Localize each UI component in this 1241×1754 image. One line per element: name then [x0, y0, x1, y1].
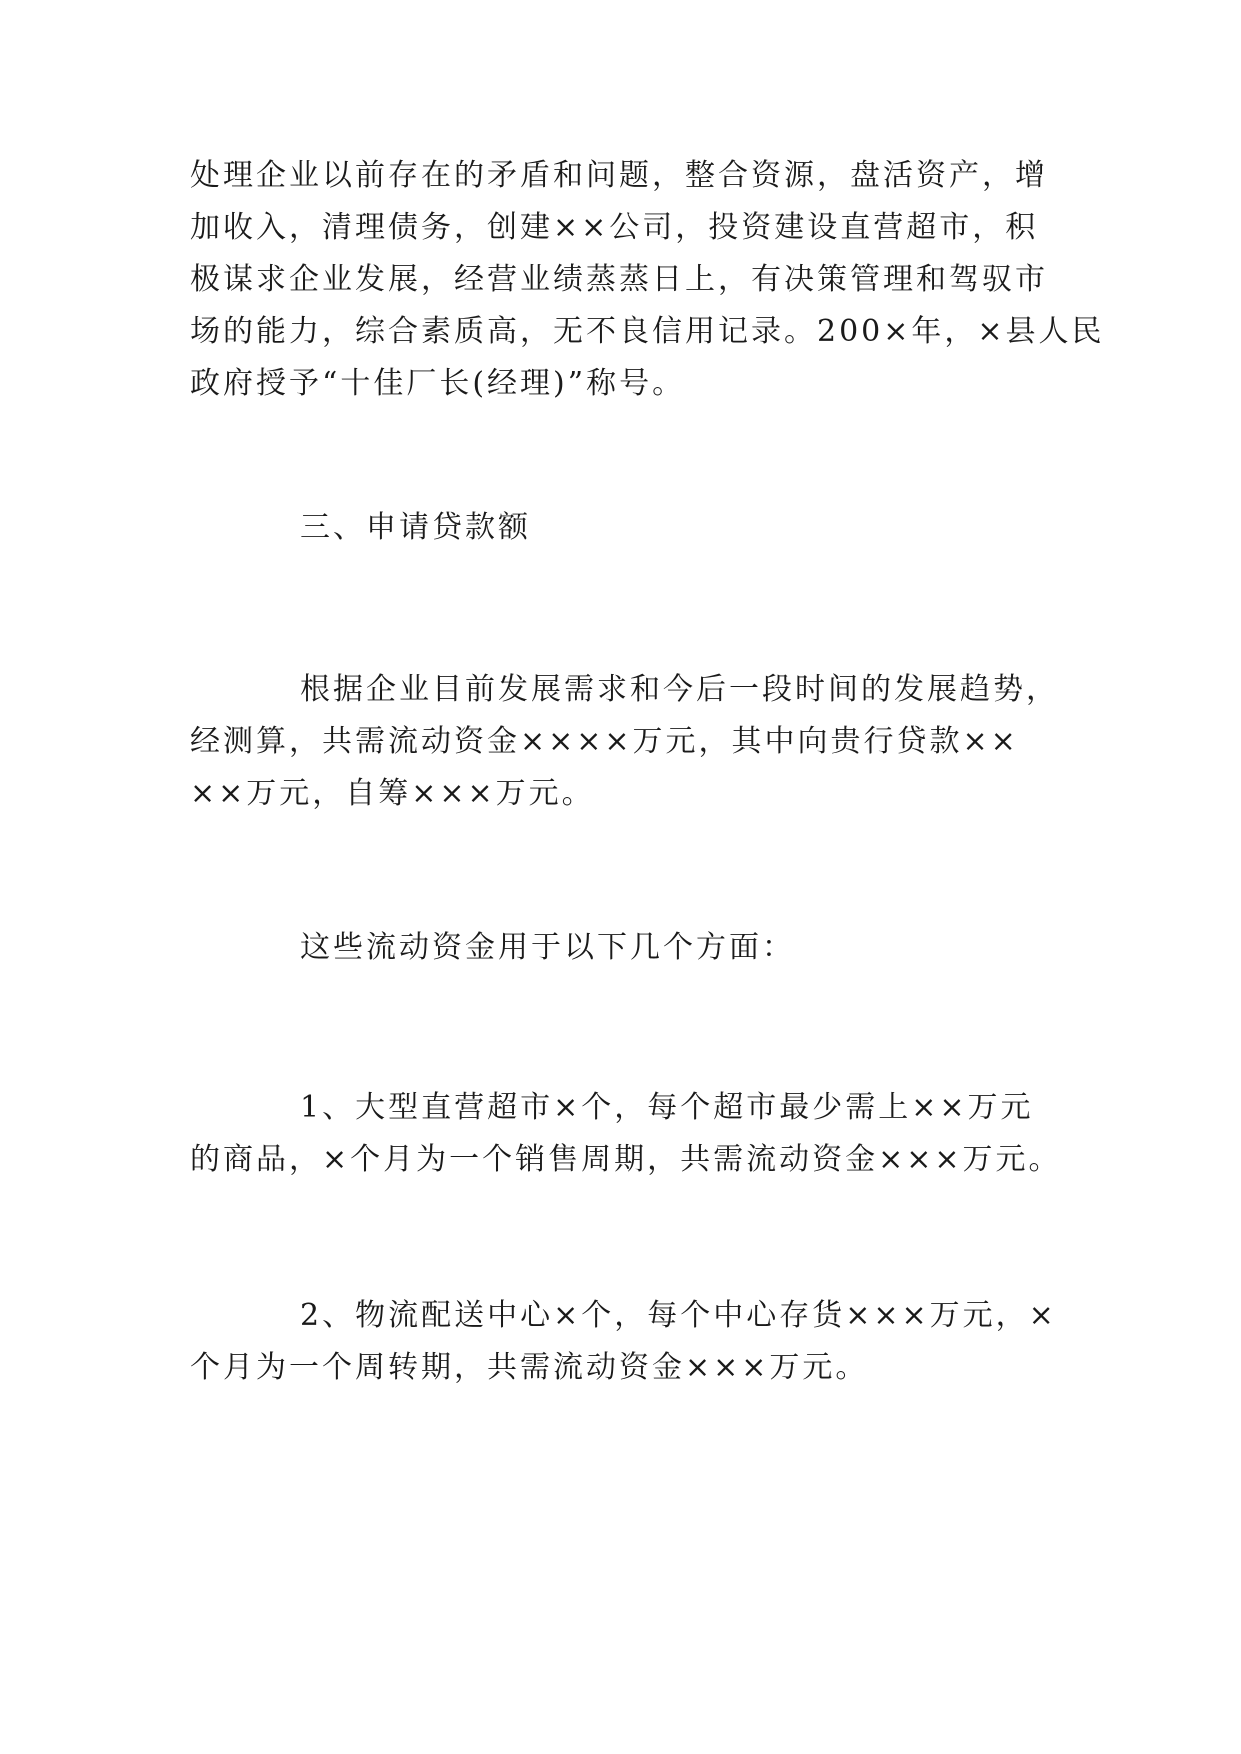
list-item-supermarkets [190, 1082, 1070, 1186]
text-line: 加收入，清理债务，创建××公司，投资建设直营超市，积 [190, 210, 1039, 245]
text-line: 根据企业目前发展需求和今后一段时间的发展趋势， [300, 672, 1059, 707]
text-line: 经测算，共需流动资金××××万元，其中向贵行贷款×× [190, 724, 1019, 759]
paragraph-funds-usage-intro [190, 922, 1070, 974]
list-item-logistics-center [190, 1290, 1070, 1394]
text-line: 个月为一个周转期，共需流动资金×××万元。 [190, 1350, 869, 1385]
text-line: 这些流动资金用于以下几个方面： [300, 930, 795, 965]
text-line: 政府授予“十佳厂长(经理)”称号。 [190, 366, 686, 401]
text-line: 场的能力，综合素质高，无不良信用记录。200×年，×县人民 [190, 314, 1105, 349]
text-line: 处理企业以前存在的矛盾和问题，整合资源，盘活资产，增 [190, 158, 1048, 193]
paragraph-loan-amount [190, 664, 1070, 820]
text-line: 1、大型直营超市×个，每个超市最少需上××万元 [300, 1090, 1034, 1125]
paragraph-leadership-record [190, 150, 1105, 410]
section-heading-text: 三、申请贷款额 [300, 510, 531, 545]
text-line: 极谋求企业发展，经营业绩蒸蒸日上，有决策管理和驾驭市 [190, 262, 1048, 297]
text-line: 2、物流配送中心×个，每个中心存货×××万元，× [300, 1298, 1057, 1333]
text-line: 的商品，×个月为一个销售周期，共需流动资金×××万元。 [190, 1142, 1062, 1177]
section-heading [190, 502, 1070, 554]
text-line: ××万元，自筹×××万元。 [190, 776, 595, 811]
